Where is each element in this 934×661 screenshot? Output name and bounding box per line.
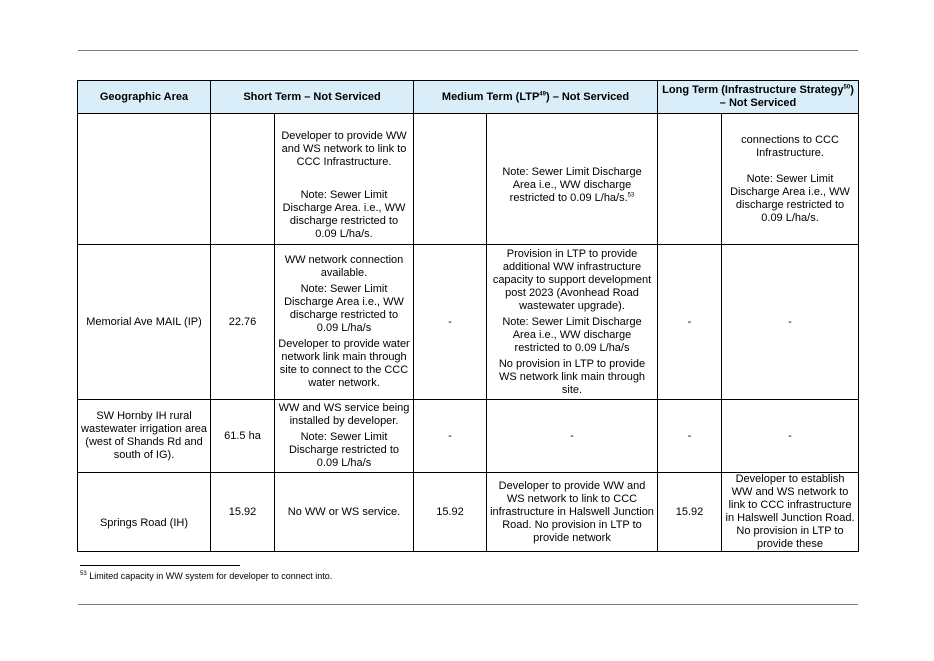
row3-area: SW Hornby IH rural wastewater irrigation area (west of Shands Rd and south of IG). bbox=[78, 400, 211, 473]
header-row bbox=[78, 81, 859, 114]
row2-medium-ha: - bbox=[414, 245, 487, 400]
row1-short-desc: Developer to provide WW and WS network to link to CCC Infrastructure. Note: Sewer Limit Discharge Area. i.e., WW discharge restricted to 0.09 L/ha/s. bbox=[275, 114, 414, 245]
row2-medium-desc: Provision in LTP to provide additional WW infrastructure capacity to support development post 2023 (Avonhead Road wastewater upgrade). Note: Sewer Limit Discharge Area i.e., WW discharge restricted to 0.09 L/ha/s No provision in LTP to provide WS network link main through site. bbox=[487, 245, 658, 400]
header-geographic-area: Geographic Area bbox=[78, 81, 211, 114]
row1-long-ha bbox=[658, 114, 722, 245]
row1-area bbox=[78, 114, 211, 245]
footnote: $^{53}$ Limited capacity in WW system for developer to connect into. bbox=[80, 571, 333, 581]
row4-medium-desc: Developer to provide WW and WS network to link to CCC infrastructure in Halswell Junction Road. No provision in LTP to provide network bbox=[487, 473, 658, 552]
row3-medium-ha: - bbox=[414, 400, 487, 473]
row4-area: Springs Road (IH) bbox=[78, 473, 211, 552]
row2-short-ha: 22.76 bbox=[211, 245, 275, 400]
row3-medium-desc: - bbox=[487, 400, 658, 473]
table-row bbox=[78, 245, 859, 400]
row4-short-desc: No WW or WS service. bbox=[275, 473, 414, 552]
header-long-term: Long Term (Infrastructure Strategy$^{50}$) – Not Serviced bbox=[658, 81, 859, 114]
row2-area: Memorial Ave MAIL (IP) bbox=[78, 245, 211, 400]
row1-medium-desc: Note: Sewer Limit Discharge Area i.e., WW discharge restricted to 0.09 L/ha/s.$^{53}$ bbox=[487, 114, 658, 245]
row1-long-desc: connections to CCC Infrastructure. Note: Sewer Limit Discharge Area i.e., WW discharge restricted to 0.09 L/ha/s. bbox=[722, 114, 859, 245]
row4-short-ha: 15.92 bbox=[211, 473, 275, 552]
row3-short-desc: WW and WS service being installed by developer. Note: Sewer Limit Discharge restricted to 0.09 L/ha/s bbox=[275, 400, 414, 473]
row3-long-ha: - bbox=[658, 400, 722, 473]
row1-medium-ha bbox=[414, 114, 487, 245]
table-row bbox=[78, 114, 859, 245]
table-row bbox=[78, 400, 859, 473]
row2-short-desc: WW network connection available. Note: Sewer Limit Discharge Area i.e., WW discharge restricted to 0.09 L/ha/s Developer to provide water network link main through site to connect to the CCC water network. bbox=[275, 245, 414, 400]
row1-short-ha bbox=[211, 114, 275, 245]
header-short-term: Short Term – Not Serviced bbox=[211, 81, 414, 114]
row3-long-desc: - bbox=[722, 400, 859, 473]
row2-long-desc: - bbox=[722, 245, 859, 400]
row4-long-desc: Developer to establish WW and WS network to link to CCC infrastructure in Halswell Junction Road. No provision in LTP to provide these bbox=[722, 473, 859, 552]
footer-rule bbox=[78, 604, 858, 605]
header-rule bbox=[78, 50, 858, 51]
header-medium-term: Medium Term (LTP$^{49}$) – Not Serviced bbox=[414, 81, 658, 114]
row4-long-ha: 15.92 bbox=[658, 473, 722, 552]
table-row bbox=[78, 473, 859, 552]
row2-long-ha: - bbox=[658, 245, 722, 400]
servicing-table bbox=[77, 80, 859, 552]
row3-short-ha: 61.5 ha bbox=[211, 400, 275, 473]
row4-medium-ha: 15.92 bbox=[414, 473, 487, 552]
footnote-rule bbox=[80, 565, 240, 566]
